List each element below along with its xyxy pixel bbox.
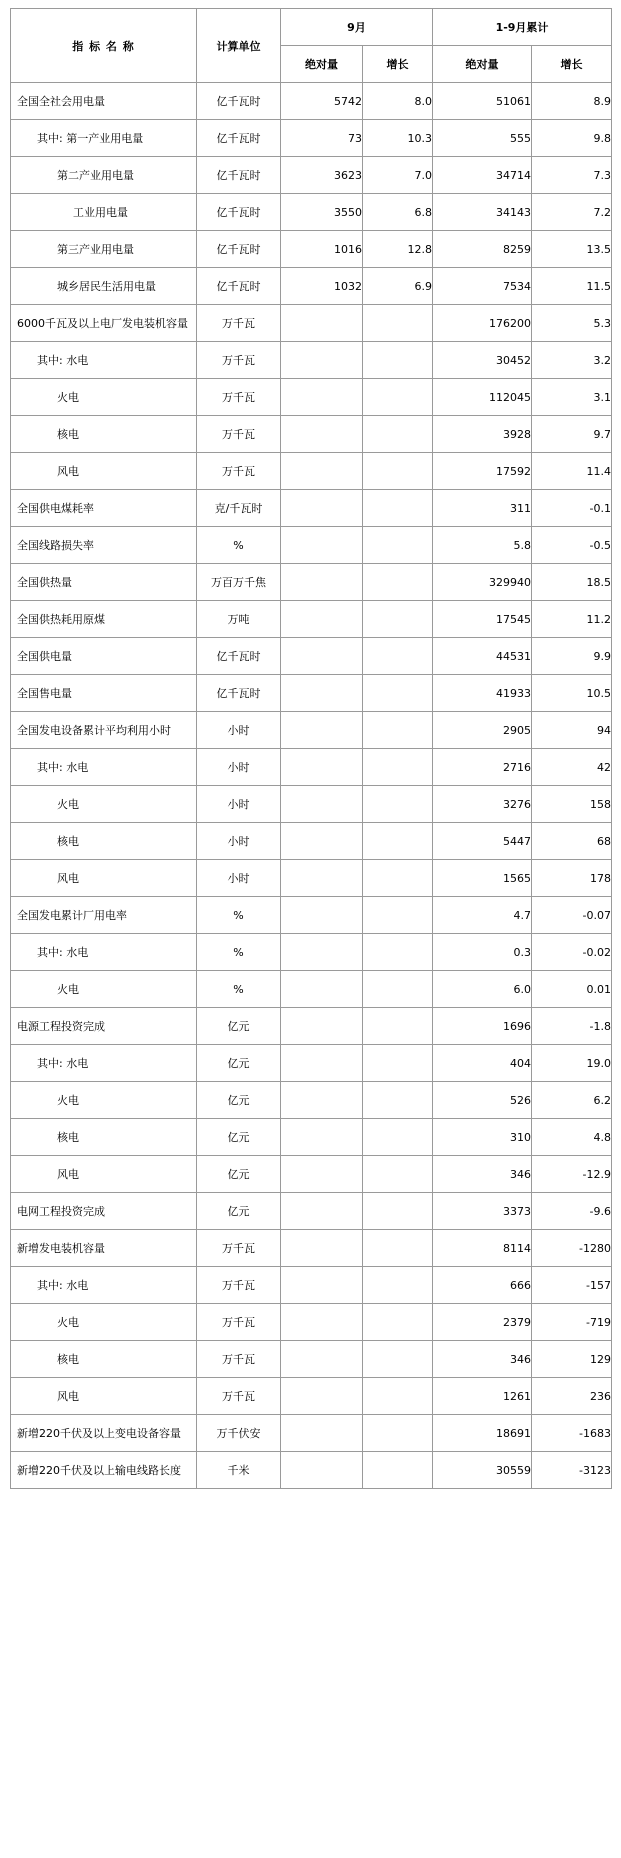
- month-growth-cell: [363, 1008, 433, 1045]
- cumulative-growth-cell: 10.5: [532, 675, 612, 712]
- unit-cell: 亿千瓦时: [197, 268, 281, 305]
- month-growth-cell: 8.0: [363, 83, 433, 120]
- unit-cell: 亿千瓦时: [197, 231, 281, 268]
- cumulative-absolute-cell: 30452: [433, 342, 532, 379]
- unit-cell: 亿千瓦时: [197, 638, 281, 675]
- unit-cell: 小时: [197, 860, 281, 897]
- unit-cell: 万千瓦: [197, 342, 281, 379]
- indicator-name-cell: 火电: [11, 1082, 197, 1119]
- month-absolute-cell: [281, 1156, 363, 1193]
- indicator-name-cell: 其中: 水电: [11, 749, 197, 786]
- table-row: [11, 416, 612, 453]
- table-row: [11, 1378, 612, 1415]
- table-row: [11, 934, 612, 971]
- month-growth-cell: [363, 1378, 433, 1415]
- cumulative-absolute-cell: 8259: [433, 231, 532, 268]
- month-absolute-cell: [281, 305, 363, 342]
- month-absolute-cell: 1032: [281, 268, 363, 305]
- table-row: [11, 268, 612, 305]
- cumulative-growth-cell: 158: [532, 786, 612, 823]
- cumulative-absolute-cell: 3373: [433, 1193, 532, 1230]
- month-growth-cell: [363, 823, 433, 860]
- month-absolute-cell: [281, 490, 363, 527]
- cumulative-growth-cell: 68: [532, 823, 612, 860]
- indicator-name-cell: 火电: [11, 1304, 197, 1341]
- cumulative-absolute-cell: 3928: [433, 416, 532, 453]
- indicator-name-cell: 城乡居民生活用电量: [11, 268, 197, 305]
- month-absolute-cell: [281, 453, 363, 490]
- indicator-name-cell: 全国线路损失率: [11, 527, 197, 564]
- table-row: [11, 120, 612, 157]
- cumulative-growth-cell: -1.8: [532, 1008, 612, 1045]
- unit-cell: 亿千瓦时: [197, 83, 281, 120]
- unit-cell: 万千瓦: [197, 1341, 281, 1378]
- cumulative-growth-cell: 18.5: [532, 564, 612, 601]
- column-header-month-absolute: 绝对量: [281, 46, 363, 83]
- month-growth-cell: [363, 305, 433, 342]
- unit-cell: 亿千瓦时: [197, 120, 281, 157]
- table-row: [11, 971, 612, 1008]
- cumulative-growth-cell: -157: [532, 1267, 612, 1304]
- indicator-name-cell: 其中: 水电: [11, 342, 197, 379]
- cumulative-absolute-cell: 4.7: [433, 897, 532, 934]
- indicator-name-cell: 新增发电装机容量: [11, 1230, 197, 1267]
- month-absolute-cell: 3550: [281, 194, 363, 231]
- cumulative-growth-cell: 129: [532, 1341, 612, 1378]
- month-growth-cell: [363, 379, 433, 416]
- cumulative-absolute-cell: 3276: [433, 786, 532, 823]
- cumulative-growth-cell: 3.1: [532, 379, 612, 416]
- column-header-unit: 计算单位: [197, 9, 281, 83]
- month-absolute-cell: [281, 1304, 363, 1341]
- cumulative-absolute-cell: 44531: [433, 638, 532, 675]
- month-absolute-cell: [281, 1119, 363, 1156]
- month-absolute-cell: 5742: [281, 83, 363, 120]
- indicator-name-cell: 核电: [11, 1119, 197, 1156]
- indicator-name-cell: 新增220千伏及以上输电线路长度: [11, 1452, 197, 1489]
- cumulative-growth-cell: -0.02: [532, 934, 612, 971]
- unit-cell: 亿千瓦时: [197, 194, 281, 231]
- month-absolute-cell: [281, 1230, 363, 1267]
- cumulative-absolute-cell: 555: [433, 120, 532, 157]
- indicator-name-cell: 全国发电设备累计平均利用小时: [11, 712, 197, 749]
- cumulative-growth-cell: 4.8: [532, 1119, 612, 1156]
- unit-cell: 亿元: [197, 1156, 281, 1193]
- cumulative-absolute-cell: 329940: [433, 564, 532, 601]
- indicator-name-cell: 全国发电累计厂用电率: [11, 897, 197, 934]
- table-row: [11, 1119, 612, 1156]
- cumulative-absolute-cell: 41933: [433, 675, 532, 712]
- table-row: [11, 527, 612, 564]
- table-row: [11, 786, 612, 823]
- month-absolute-cell: 1016: [281, 231, 363, 268]
- unit-cell: 万千瓦: [197, 379, 281, 416]
- unit-cell: 万千瓦: [197, 453, 281, 490]
- unit-cell: 亿元: [197, 1082, 281, 1119]
- month-growth-cell: [363, 971, 433, 1008]
- indicator-name-cell: 核电: [11, 823, 197, 860]
- cumulative-absolute-cell: 0.3: [433, 934, 532, 971]
- cumulative-growth-cell: -9.6: [532, 1193, 612, 1230]
- column-header-cumulative: 1-9月累计: [433, 9, 612, 46]
- cumulative-absolute-cell: 7534: [433, 268, 532, 305]
- unit-cell: %: [197, 527, 281, 564]
- table-row: [11, 638, 612, 675]
- month-absolute-cell: [281, 1415, 363, 1452]
- table-row: [11, 601, 612, 638]
- indicator-name-cell: 全国供热量: [11, 564, 197, 601]
- unit-cell: 亿元: [197, 1193, 281, 1230]
- table-row: [11, 453, 612, 490]
- cumulative-growth-cell: 11.2: [532, 601, 612, 638]
- column-header-month-growth: 增长: [363, 46, 433, 83]
- month-growth-cell: [363, 860, 433, 897]
- month-absolute-cell: [281, 897, 363, 934]
- month-growth-cell: 12.8: [363, 231, 433, 268]
- month-growth-cell: [363, 490, 433, 527]
- month-absolute-cell: [281, 1452, 363, 1489]
- cumulative-absolute-cell: 8114: [433, 1230, 532, 1267]
- cumulative-growth-cell: 0.01: [532, 971, 612, 1008]
- cumulative-growth-cell: 42: [532, 749, 612, 786]
- month-growth-cell: [363, 601, 433, 638]
- power-statistics-table: [10, 8, 612, 1489]
- month-absolute-cell: 3623: [281, 157, 363, 194]
- cumulative-absolute-cell: 2716: [433, 749, 532, 786]
- cumulative-absolute-cell: 1696: [433, 1008, 532, 1045]
- table-row: [11, 1156, 612, 1193]
- month-growth-cell: [363, 749, 433, 786]
- indicator-name-cell: 其中: 第一产业用电量: [11, 120, 197, 157]
- table-row: [11, 157, 612, 194]
- month-absolute-cell: [281, 379, 363, 416]
- cumulative-absolute-cell: 5.8: [433, 527, 532, 564]
- indicator-name-cell: 风电: [11, 860, 197, 897]
- indicator-name-cell: 全国供电煤耗率: [11, 490, 197, 527]
- month-growth-cell: 6.8: [363, 194, 433, 231]
- cumulative-growth-cell: 236: [532, 1378, 612, 1415]
- indicator-name-cell: 全国供热耗用原煤: [11, 601, 197, 638]
- table-row: [11, 379, 612, 416]
- month-absolute-cell: [281, 675, 363, 712]
- indicator-name-cell: 核电: [11, 416, 197, 453]
- cumulative-growth-cell: 3.2: [532, 342, 612, 379]
- cumulative-growth-cell: 7.3: [532, 157, 612, 194]
- cumulative-absolute-cell: 1565: [433, 860, 532, 897]
- table-row: [11, 342, 612, 379]
- cumulative-growth-cell: 11.4: [532, 453, 612, 490]
- unit-cell: 万百万千焦: [197, 564, 281, 601]
- table-row: [11, 1008, 612, 1045]
- table-header: [11, 9, 612, 83]
- cumulative-growth-cell: -1280: [532, 1230, 612, 1267]
- cumulative-growth-cell: 94: [532, 712, 612, 749]
- table-row: [11, 823, 612, 860]
- month-absolute-cell: [281, 971, 363, 1008]
- cumulative-growth-cell: 19.0: [532, 1045, 612, 1082]
- month-absolute-cell: [281, 1267, 363, 1304]
- month-absolute-cell: [281, 638, 363, 675]
- month-growth-cell: [363, 1452, 433, 1489]
- cumulative-growth-cell: -0.1: [532, 490, 612, 527]
- cumulative-absolute-cell: 34714: [433, 157, 532, 194]
- table-row: [11, 1230, 612, 1267]
- unit-cell: 万千瓦: [197, 1230, 281, 1267]
- cumulative-growth-cell: 7.2: [532, 194, 612, 231]
- unit-cell: 万千瓦: [197, 416, 281, 453]
- cumulative-growth-cell: -0.07: [532, 897, 612, 934]
- month-growth-cell: [363, 675, 433, 712]
- month-absolute-cell: [281, 749, 363, 786]
- cumulative-absolute-cell: 2905: [433, 712, 532, 749]
- cumulative-growth-cell: 13.5: [532, 231, 612, 268]
- month-absolute-cell: [281, 1045, 363, 1082]
- table-row: [11, 564, 612, 601]
- month-absolute-cell: [281, 860, 363, 897]
- month-growth-cell: 7.0: [363, 157, 433, 194]
- month-absolute-cell: [281, 1082, 363, 1119]
- indicator-name-cell: 风电: [11, 1378, 197, 1415]
- indicator-name-cell: 全国供电量: [11, 638, 197, 675]
- cumulative-absolute-cell: 404: [433, 1045, 532, 1082]
- cumulative-absolute-cell: 526: [433, 1082, 532, 1119]
- column-header-indicator-name: 指 标 名 称: [11, 9, 197, 83]
- column-header-month: 9月: [281, 9, 433, 46]
- unit-cell: 克/千瓦时: [197, 490, 281, 527]
- indicator-name-cell: 电源工程投资完成: [11, 1008, 197, 1045]
- month-absolute-cell: [281, 1008, 363, 1045]
- unit-cell: 万千瓦: [197, 1267, 281, 1304]
- unit-cell: 亿千瓦时: [197, 675, 281, 712]
- unit-cell: 万吨: [197, 601, 281, 638]
- month-growth-cell: 6.9: [363, 268, 433, 305]
- table-row: [11, 897, 612, 934]
- month-growth-cell: [363, 1119, 433, 1156]
- cumulative-absolute-cell: 2379: [433, 1304, 532, 1341]
- unit-cell: 亿元: [197, 1045, 281, 1082]
- indicator-name-cell: 火电: [11, 786, 197, 823]
- month-growth-cell: [363, 453, 433, 490]
- table-row: [11, 231, 612, 268]
- month-growth-cell: [363, 527, 433, 564]
- table-row: [11, 860, 612, 897]
- cumulative-absolute-cell: 6.0: [433, 971, 532, 1008]
- unit-cell: 小时: [197, 823, 281, 860]
- cumulative-absolute-cell: 112045: [433, 379, 532, 416]
- cumulative-growth-cell: 8.9: [532, 83, 612, 120]
- cumulative-growth-cell: -3123: [532, 1452, 612, 1489]
- unit-cell: %: [197, 934, 281, 971]
- table-row: [11, 749, 612, 786]
- cumulative-absolute-cell: 311: [433, 490, 532, 527]
- month-absolute-cell: [281, 1193, 363, 1230]
- indicator-name-cell: 风电: [11, 1156, 197, 1193]
- indicator-name-cell: 全国售电量: [11, 675, 197, 712]
- unit-cell: 小时: [197, 749, 281, 786]
- cumulative-growth-cell: 5.3: [532, 305, 612, 342]
- month-growth-cell: [363, 1230, 433, 1267]
- table-row: [11, 1193, 612, 1230]
- month-absolute-cell: [281, 1378, 363, 1415]
- table-row: [11, 1452, 612, 1489]
- unit-cell: 亿元: [197, 1008, 281, 1045]
- month-growth-cell: [363, 1156, 433, 1193]
- month-growth-cell: [363, 1267, 433, 1304]
- cumulative-growth-cell: 9.9: [532, 638, 612, 675]
- month-growth-cell: [363, 1193, 433, 1230]
- cumulative-growth-cell: -12.9: [532, 1156, 612, 1193]
- unit-cell: 万千伏安: [197, 1415, 281, 1452]
- table-header-row-top: [11, 9, 612, 46]
- cumulative-growth-cell: 9.8: [532, 120, 612, 157]
- month-growth-cell: 10.3: [363, 120, 433, 157]
- unit-cell: %: [197, 897, 281, 934]
- table-row: [11, 305, 612, 342]
- indicator-name-cell: 其中: 水电: [11, 934, 197, 971]
- unit-cell: 千米: [197, 1452, 281, 1489]
- column-header-cumulative-absolute: 绝对量: [433, 46, 532, 83]
- indicator-name-cell: 火电: [11, 971, 197, 1008]
- table-row: [11, 712, 612, 749]
- month-absolute-cell: [281, 823, 363, 860]
- indicator-name-cell: 其中: 水电: [11, 1045, 197, 1082]
- cumulative-growth-cell: 6.2: [532, 1082, 612, 1119]
- month-growth-cell: [363, 712, 433, 749]
- month-absolute-cell: [281, 712, 363, 749]
- table-row: [11, 1415, 612, 1452]
- cumulative-absolute-cell: 666: [433, 1267, 532, 1304]
- cumulative-growth-cell: -719: [532, 1304, 612, 1341]
- indicator-name-cell: 电网工程投资完成: [11, 1193, 197, 1230]
- table-body: [11, 83, 612, 1489]
- indicator-name-cell: 6000千瓦及以上电厂发电装机容量: [11, 305, 197, 342]
- month-absolute-cell: [281, 342, 363, 379]
- month-absolute-cell: [281, 601, 363, 638]
- unit-cell: 万千瓦: [197, 1304, 281, 1341]
- month-growth-cell: [363, 1415, 433, 1452]
- cumulative-absolute-cell: 310: [433, 1119, 532, 1156]
- cumulative-absolute-cell: 34143: [433, 194, 532, 231]
- unit-cell: 亿元: [197, 1119, 281, 1156]
- cumulative-growth-cell: 178: [532, 860, 612, 897]
- month-growth-cell: [363, 564, 433, 601]
- cumulative-absolute-cell: 17545: [433, 601, 532, 638]
- month-growth-cell: [363, 934, 433, 971]
- cumulative-absolute-cell: 346: [433, 1341, 532, 1378]
- month-growth-cell: [363, 1045, 433, 1082]
- unit-cell: 万千瓦: [197, 305, 281, 342]
- table-row: [11, 194, 612, 231]
- cumulative-absolute-cell: 30559: [433, 1452, 532, 1489]
- month-absolute-cell: [281, 564, 363, 601]
- table-row: [11, 1341, 612, 1378]
- month-growth-cell: [363, 897, 433, 934]
- cumulative-growth-cell: -1683: [532, 1415, 612, 1452]
- month-absolute-cell: [281, 1341, 363, 1378]
- cumulative-growth-cell: -0.5: [532, 527, 612, 564]
- table-row: [11, 1267, 612, 1304]
- indicator-name-cell: 核电: [11, 1341, 197, 1378]
- month-growth-cell: [363, 342, 433, 379]
- column-header-cumulative-growth: 增长: [532, 46, 612, 83]
- table-row: [11, 1082, 612, 1119]
- cumulative-absolute-cell: 5447: [433, 823, 532, 860]
- indicator-name-cell: 全国全社会用电量: [11, 83, 197, 120]
- indicator-name-cell: 火电: [11, 379, 197, 416]
- unit-cell: 亿千瓦时: [197, 157, 281, 194]
- month-growth-cell: [363, 1082, 433, 1119]
- table-row: [11, 1304, 612, 1341]
- unit-cell: 小时: [197, 712, 281, 749]
- cumulative-absolute-cell: 346: [433, 1156, 532, 1193]
- cumulative-absolute-cell: 176200: [433, 305, 532, 342]
- indicator-name-cell: 第二产业用电量: [11, 157, 197, 194]
- indicator-name-cell: 新增220千伏及以上变电设备容量: [11, 1415, 197, 1452]
- cumulative-absolute-cell: 1261: [433, 1378, 532, 1415]
- month-absolute-cell: [281, 416, 363, 453]
- cumulative-absolute-cell: 51061: [433, 83, 532, 120]
- month-growth-cell: [363, 786, 433, 823]
- unit-cell: %: [197, 971, 281, 1008]
- table-row: [11, 83, 612, 120]
- month-absolute-cell: [281, 527, 363, 564]
- cumulative-absolute-cell: 18691: [433, 1415, 532, 1452]
- cumulative-growth-cell: 11.5: [532, 268, 612, 305]
- table-row: [11, 675, 612, 712]
- month-growth-cell: [363, 1341, 433, 1378]
- month-absolute-cell: [281, 786, 363, 823]
- indicator-name-cell: 风电: [11, 453, 197, 490]
- indicator-name-cell: 工业用电量: [11, 194, 197, 231]
- table-row: [11, 490, 612, 527]
- month-growth-cell: [363, 416, 433, 453]
- indicator-name-cell: 第三产业用电量: [11, 231, 197, 268]
- table-row: [11, 1045, 612, 1082]
- cumulative-absolute-cell: 17592: [433, 453, 532, 490]
- unit-cell: 万千瓦: [197, 1378, 281, 1415]
- month-absolute-cell: 73: [281, 120, 363, 157]
- month-absolute-cell: [281, 934, 363, 971]
- month-growth-cell: [363, 1304, 433, 1341]
- month-growth-cell: [363, 638, 433, 675]
- indicator-name-cell: 其中: 水电: [11, 1267, 197, 1304]
- unit-cell: 小时: [197, 786, 281, 823]
- cumulative-growth-cell: 9.7: [532, 416, 612, 453]
